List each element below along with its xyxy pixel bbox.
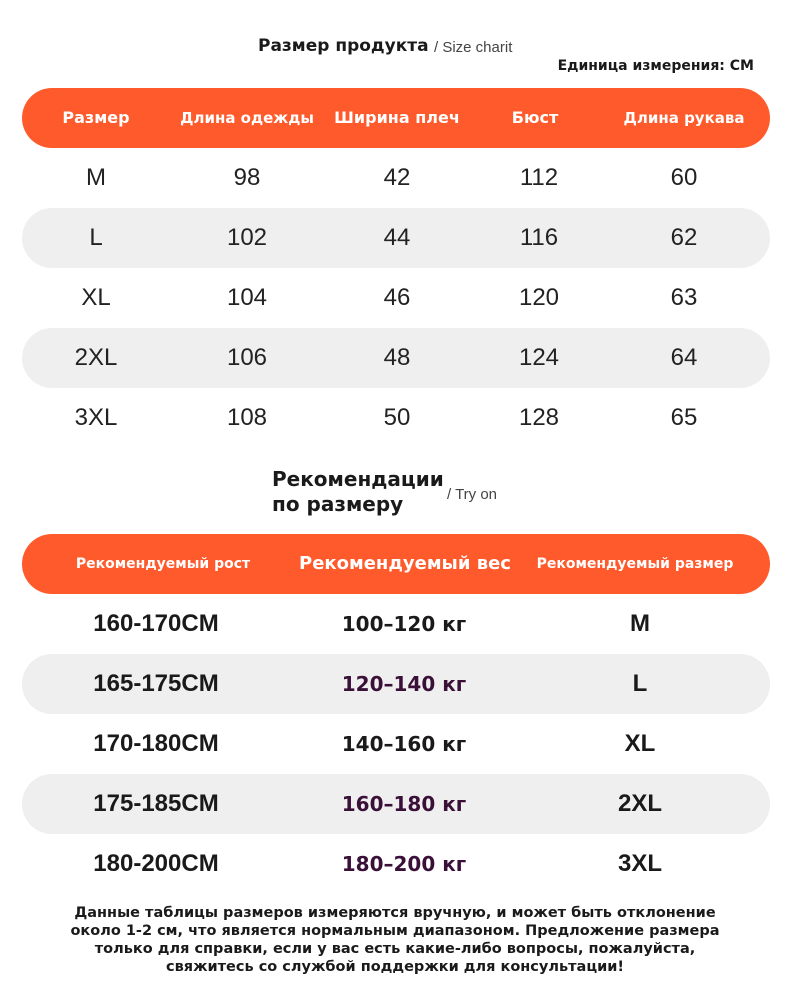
table-row (22, 388, 770, 448)
table-row (22, 268, 770, 328)
recommendation-title-line2: по размеру (272, 492, 404, 516)
cell-rec-size: 2XL (617, 790, 663, 817)
note-line: только для справки, если у вас есть какие-либо вопросы, пожалуйста, (94, 941, 696, 957)
header-weight: Рекомендуемый вес (299, 553, 511, 574)
cell-size: L (89, 224, 103, 251)
cell-length: 104 (226, 284, 268, 311)
table-row (22, 208, 770, 268)
cell-rec-size: XL (624, 730, 656, 757)
cell-shoulder: 48 (383, 344, 411, 371)
cell-height: 160-170CM (93, 610, 219, 637)
note-line: около 1-2 см, что является нормальным диапазоном. Предложение размера (70, 923, 720, 939)
cell-weight: 100–120 кг (341, 612, 467, 636)
cell-size: 2XL (74, 344, 118, 371)
cell-sleeve: 64 (670, 344, 698, 371)
cell-bust: 120 (518, 284, 560, 311)
table-row (22, 594, 770, 654)
cell-size: M (86, 164, 106, 191)
cell-height: 165-175CM (93, 670, 219, 697)
cell-sleeve: 62 (670, 224, 698, 251)
cell-weight: 180–200 кг (341, 852, 467, 876)
table-row (22, 834, 770, 894)
disclaimer-note (40, 904, 750, 976)
size-chart-header (22, 88, 770, 148)
header-bust: Бюст (511, 108, 559, 127)
cell-weight: 160–180 кг (341, 792, 467, 816)
cell-bust: 116 (519, 224, 559, 251)
cell-size: 3XL (74, 404, 118, 431)
cell-length: 106 (226, 344, 268, 371)
recommendation-title-line1: Рекомендации (272, 467, 444, 491)
cell-sleeve: 65 (670, 404, 698, 431)
cell-bust: 128 (518, 404, 560, 431)
size-chart-subtitle: / Size charit (434, 39, 513, 56)
cell-bust: 112 (519, 164, 559, 191)
unit-label: Единица измерения: CM (557, 58, 754, 74)
header-length: Длина одежды (180, 109, 314, 127)
cell-length: 102 (226, 224, 268, 251)
cell-shoulder: 42 (383, 164, 411, 191)
cell-weight: 140–160 кг (341, 732, 467, 756)
header-size: Размер (62, 108, 130, 127)
cell-shoulder: 44 (383, 224, 411, 251)
header-height: Рекомендуемый рост (75, 556, 251, 572)
table-row (22, 148, 770, 208)
cell-length: 108 (226, 404, 268, 431)
size-chart-title: Размер продукта (258, 36, 429, 56)
cell-bust: 124 (518, 344, 560, 371)
cell-length: 98 (233, 164, 261, 191)
header-sleeve: Длина рукава (623, 109, 745, 127)
table-row (22, 774, 770, 834)
table-row (22, 714, 770, 774)
cell-size: XL (81, 284, 111, 311)
recommendation-subtitle: / Try on (447, 486, 498, 503)
recommendation-title (272, 467, 444, 517)
cell-rec-size: M (630, 610, 650, 637)
cell-shoulder: 50 (383, 404, 411, 431)
header-shoulder: Ширина плеч (334, 108, 460, 127)
cell-sleeve: 60 (670, 164, 698, 191)
note-line: свяжитесь со службой поддержки для консультации! (165, 959, 625, 975)
table-row (22, 328, 770, 388)
table-row (22, 654, 770, 714)
cell-weight: 120–140 кг (341, 672, 467, 696)
recommendation-header (22, 534, 770, 594)
cell-height: 170-180CM (93, 730, 219, 757)
cell-height: 175-185CM (93, 790, 219, 817)
cell-height: 180-200CM (93, 850, 219, 877)
cell-rec-size: L (632, 670, 648, 697)
note-line: Данные таблицы размеров измеряются вручную, и может быть отклонение (74, 905, 716, 921)
cell-rec-size: 3XL (617, 850, 663, 877)
header-rec-size: Рекомендуемый размер (536, 556, 734, 572)
cell-shoulder: 46 (383, 284, 411, 311)
cell-sleeve: 63 (670, 284, 698, 311)
